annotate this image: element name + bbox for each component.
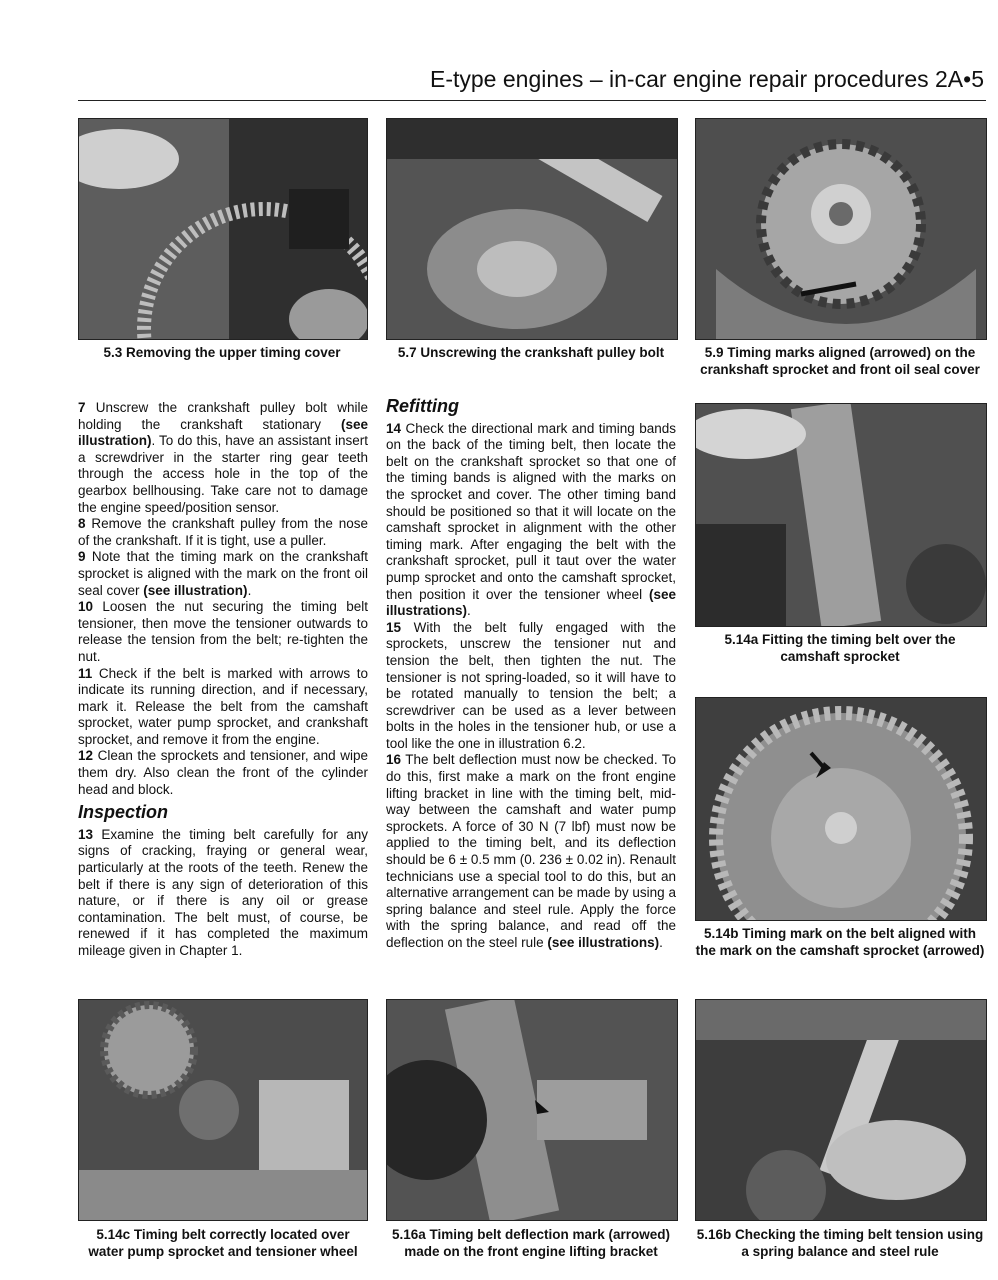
paragraph-12: 12 Clean the sprockets and tensioner, and wipe them dry. Also clean the front of the cylinder head and block.	[78, 748, 368, 797]
photo-5-14b	[695, 697, 987, 921]
photo-5-7	[386, 118, 678, 340]
paragraph-14: 14 Check the directional mark and timing bands on the back of the timing belt, then locate the belt on the crankshaft sprocket so that one of the timing bands is aligned with the marks on the sprocket and cover. The other timing band should be positioned so that it will locate on the camshaft sprocket in alignment with the other timing mark. After engaging the belt with the crankshaft sprocket, pull it taut over the water pump sprocket and onto the camshaft sprocket, then position it over the tensioner wheel (see illustrations).	[386, 420, 676, 619]
text-column-1	[78, 400, 368, 960]
paragraph-10: 10 Loosen the nut securing the timing belt tensioner, then move the tensioner outwards to release the tension from the belt; re-tighten the nut.	[78, 599, 368, 664]
heading-inspection: Inspection	[78, 802, 169, 823]
caption-5-14c: 5.14c Timing belt correctly located over water pump sprocket and tensioner wheel	[88, 1227, 358, 1259]
paragraph-15: 15 With the belt fully engaged with the sprockets, unscrew the tensioner nut and tension the belt, then tighten the nut. The tensioner is not spring-loaded, so it will have to be rotated manually to tension the belt; a screwdriver can be used as a lever between bolts in the holes in the tensioner hub, or use a tool like the one in illustration 6.2.	[386, 619, 676, 751]
photo-5-16b	[695, 999, 987, 1221]
photo-5-14c	[78, 999, 368, 1221]
paragraph-13: 13 Examine the timing belt carefully for any signs of cracking, fraying or general wear, particularly at the roots of the teeth. Renew the belt if there is any sign of deterioration of this nature, or if there is any oil or grease contamination. The belt must, of course, be renewed if it has completed the maximum mileage given in Chapter 1.	[78, 826, 368, 958]
photo-5-3	[78, 118, 368, 340]
page-title: E-type engines – in-car engine repair procedures 2A•5	[430, 66, 984, 92]
text-column-2	[386, 398, 676, 952]
caption-5-9: 5.9 Timing marks aligned (arrowed) on the crankshaft sprocket and front oil seal cover	[700, 345, 980, 377]
paragraph-16: 16 The belt deflection must now be checked. To do this, first make a mark on the front engine lifting bracket in line with the timing belt, mid-way between the camshaft and water pump sprockets. A force of 30 N (7 lbf) must now be applied to the timing belt, and its deflection should be 6 ± 0.5 mm (0. 236 ± 0.02 in). Renault technicians use a special tool to do this, but an alternative arrangement can be made by using a spring balance and steel rule. Apply the force with the spring balance, and read off the deflection on the steel rule (see illustrations).	[386, 752, 676, 950]
caption-5-14b: 5.14b Timing mark on the belt aligned with the mark on the camshaft sprocket (arrowed)	[695, 926, 985, 958]
paragraph-7: 7 Unscrew the crankshaft pulley bolt while holding the crankshaft stationary (see illustration). To do this, have an assistant insert a screwdriver in the starter ring gear teeth through the access hole in the top of the gearbox bellhousing. Take care not to damage the engine speed/position sensor.	[78, 400, 368, 515]
heading-refitting: Refitting	[386, 396, 459, 416]
header-rule	[78, 100, 986, 101]
paragraph-9: 9 Note that the timing mark on the crankshaft sprocket is aligned with the mark on the front oil seal cover (see illustration).	[78, 549, 368, 598]
paragraph-11: 11 Check if the belt is marked with arrows to indicate its running direction, and if necessary, mark it. Release the belt from the camshaft sprocket, water pump sprocket, and crankshaft sprocket, and remove it from the engine.	[78, 665, 368, 747]
photo-5-9	[695, 118, 987, 340]
caption-5-7: 5.7 Unscrewing the crankshaft pulley bolt	[397, 345, 665, 360]
caption-5-3: 5.3 Removing the upper timing cover	[103, 345, 341, 360]
photo-5-16a	[386, 999, 678, 1221]
photo-5-14a	[695, 403, 987, 627]
caption-5-16a: 5.16a Timing belt deflection mark (arrowed) made on the front engine lifting bracket	[391, 1227, 671, 1259]
paragraph-8: 8 Remove the crankshaft pulley from the nose of the crankshaft. If it is tight, use a puller.	[78, 516, 368, 548]
caption-5-16b: 5.16b Checking the timing belt tension using a spring balance and steel rule	[696, 1227, 984, 1259]
caption-5-14a: 5.14a Fitting the timing belt over the camshaft sprocket	[724, 632, 956, 664]
